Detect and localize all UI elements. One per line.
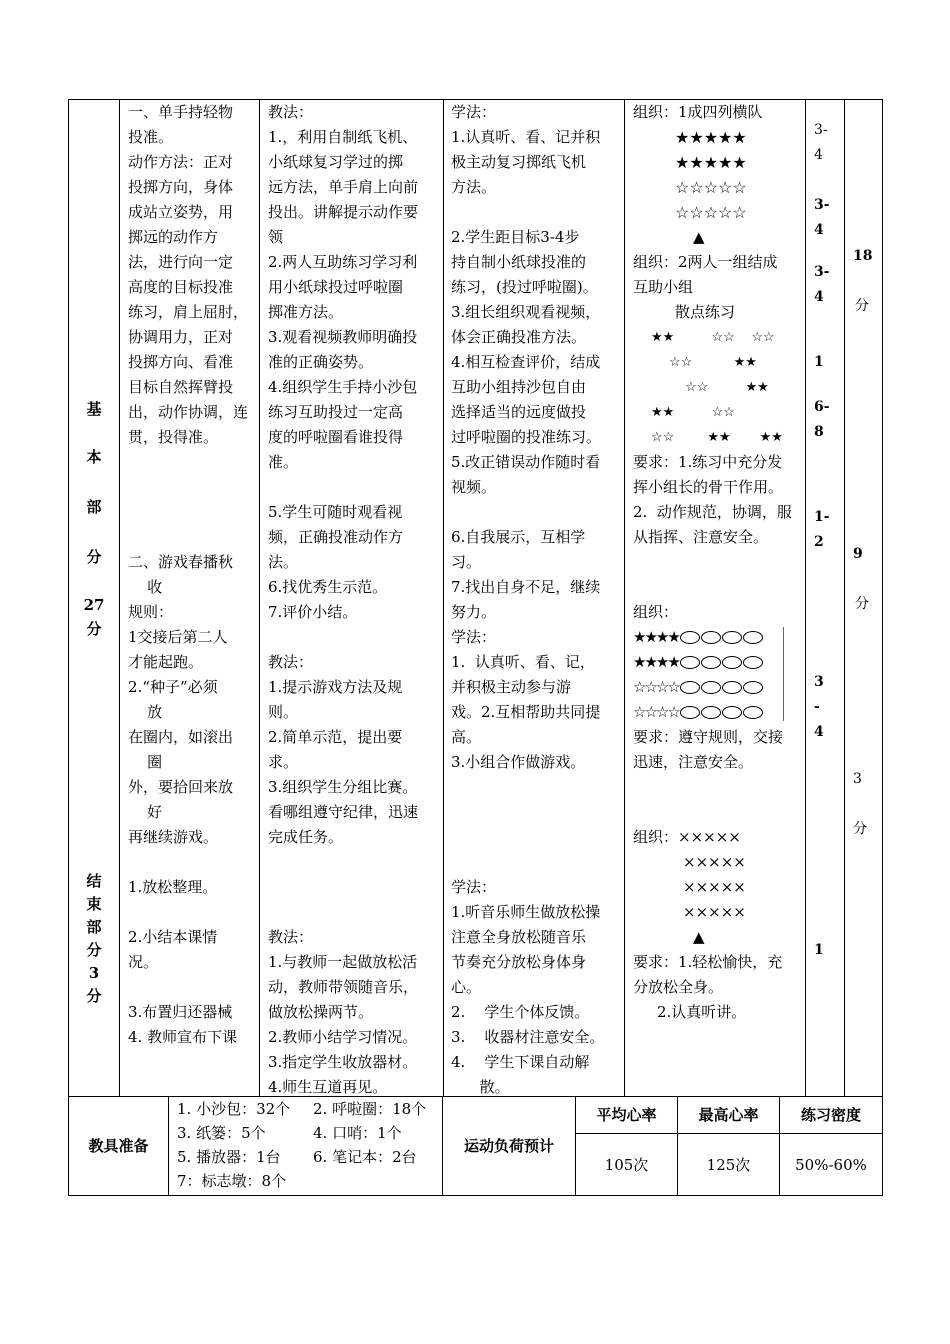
student-line bbox=[451, 200, 623, 225]
side-char: 分 bbox=[86, 941, 102, 959]
formation-row: ☆☆☆☆☆ bbox=[675, 203, 747, 222]
student-line: 体会正确投准方法。 bbox=[451, 328, 587, 346]
content-line: 练习，肩上屈肘， bbox=[128, 303, 249, 321]
teacher-line: 4.师生互道再见。 bbox=[268, 1078, 388, 1096]
student-line: 1.认真听、看、记并积 bbox=[451, 128, 601, 146]
teacher-line bbox=[268, 875, 442, 900]
hoop-chain-icon bbox=[680, 681, 763, 694]
student-line: 练习，(投过呼啦圈)。 bbox=[451, 278, 598, 296]
col-line-2 bbox=[259, 99, 260, 1096]
header-avg-hr: 平均心率 bbox=[596, 1106, 657, 1124]
count-value: 3- bbox=[814, 197, 830, 213]
scatter-row: ☆☆ ★★ ★★ bbox=[651, 430, 783, 445]
count-value: 1 bbox=[814, 942, 824, 958]
side-char: 部 bbox=[86, 918, 102, 936]
student-line: 高。 bbox=[451, 728, 482, 746]
count-value: 3- bbox=[814, 264, 830, 280]
time-value: 9 bbox=[853, 546, 863, 562]
student-line bbox=[451, 500, 623, 525]
side-char: 3 bbox=[88, 964, 100, 982]
teacher-line: 小纸球复习学过的掷 bbox=[268, 153, 404, 171]
student-line: 努力。 bbox=[451, 603, 497, 621]
student-line: 6.自我展示，互相学 bbox=[451, 528, 586, 546]
time-unit: 分 bbox=[853, 821, 867, 837]
teacher-line: 法。 bbox=[268, 553, 299, 571]
teacher-line: 教法： bbox=[268, 653, 314, 671]
org1-title: 组织：1成四列横队 bbox=[633, 103, 763, 121]
student-line: 4.相互检查评价，结成 bbox=[451, 353, 601, 371]
table-bottom-border bbox=[68, 1195, 883, 1196]
teacher-line: 动，教师带领随音乐， bbox=[268, 978, 419, 996]
count-value: - bbox=[814, 699, 820, 715]
requirement-line: 要求：遵守规则，交接 bbox=[633, 728, 784, 746]
student-line: 学法： bbox=[451, 103, 497, 121]
count-value: 8 bbox=[814, 424, 824, 440]
content-line: 收 bbox=[128, 578, 163, 596]
student-line: 节奏充分放松身体身 bbox=[451, 953, 587, 971]
teacher-line: 做放松操两节。 bbox=[268, 1003, 374, 1021]
student-line: 过呼啦圈的投准练习。 bbox=[451, 428, 602, 446]
teacher-line: 3.指定学生收放器材。 bbox=[268, 1053, 418, 1071]
student-line: 极主动复习掷纸飞机 bbox=[451, 153, 587, 171]
student-line: 并积极主动参与游 bbox=[451, 678, 572, 696]
equipment-item: 7：标志墩：8个 bbox=[177, 1172, 287, 1190]
teacher-line: 求。 bbox=[268, 753, 299, 771]
table-right-border bbox=[882, 99, 883, 1196]
time-value: 18 bbox=[853, 248, 873, 264]
formation-row: ★★★★★ bbox=[675, 153, 747, 172]
cross-row: ××××× bbox=[683, 903, 746, 921]
count-value: 6- bbox=[814, 399, 830, 415]
teacher-triangle-icon: ▲ bbox=[693, 228, 705, 246]
content-line: 投掷方向、看准 bbox=[128, 353, 234, 371]
content-line: 况。 bbox=[128, 953, 159, 971]
content-line bbox=[128, 500, 258, 525]
equipment-item: 2. 呼啦圈：18个 bbox=[313, 1100, 427, 1118]
teacher-line: 1.提示游戏方法及规 bbox=[268, 678, 403, 696]
equipment-item: 4. 口哨：1个 bbox=[313, 1124, 402, 1142]
game-row bbox=[633, 700, 763, 725]
teacher-line: 频，正确投准动作方 bbox=[268, 528, 404, 546]
student-line: 心。 bbox=[451, 978, 482, 996]
content-line: 1.放松整理。 bbox=[128, 878, 218, 896]
content-line: 放 bbox=[128, 703, 163, 721]
teacher-line: 2.两人互助练习学习利 bbox=[268, 253, 418, 271]
teacher-method-column bbox=[268, 100, 442, 1100]
hoop-chain-icon bbox=[680, 706, 763, 719]
student-line: 持自制小纸球投准的 bbox=[451, 253, 587, 271]
equipment-item: 3. 纸篓：5个 bbox=[177, 1124, 266, 1142]
side-char: 分 bbox=[86, 620, 102, 638]
student-line: 注意全身放松随音乐 bbox=[451, 928, 587, 946]
side-char: 束 bbox=[86, 895, 102, 913]
student-line: 互助小组持沙包自由 bbox=[451, 378, 587, 396]
student-line: 习。 bbox=[451, 553, 482, 571]
game-formation bbox=[633, 625, 803, 725]
count-value: 4 bbox=[814, 222, 824, 238]
side-char: 部 bbox=[86, 498, 102, 516]
content-line bbox=[128, 850, 258, 875]
content-line bbox=[128, 900, 258, 925]
content-line: 3.布置归还器械 bbox=[128, 1003, 233, 1021]
equipment-row bbox=[177, 1121, 441, 1145]
content-line: 高度的目标投准 bbox=[128, 278, 234, 296]
student-line: 3.小组合作做游戏。 bbox=[451, 753, 586, 771]
teacher-line: 7.评价小结。 bbox=[268, 603, 358, 621]
col-line-6 bbox=[844, 99, 845, 1096]
teacher-line: 练习互助投过一定高 bbox=[268, 403, 404, 421]
count-value: 3- bbox=[814, 122, 828, 138]
student-line: 学法： bbox=[451, 628, 497, 646]
game-row-symbols: ☆☆☆☆ bbox=[633, 703, 679, 721]
student-line: 7.找出自身不足，继续 bbox=[451, 578, 601, 596]
time-unit: 分 bbox=[855, 596, 869, 612]
equipment-item: 6. 笔记本：2台 bbox=[313, 1148, 417, 1166]
teacher-line: 6.找优秀生示范。 bbox=[268, 578, 388, 596]
student-line bbox=[451, 825, 623, 850]
count-value: 2 bbox=[814, 534, 824, 550]
content-line: 再继续游戏。 bbox=[128, 828, 219, 846]
content-line: 出，动作协调，连 bbox=[128, 403, 249, 421]
time-value: 3 bbox=[853, 771, 862, 787]
requirement-line: 要求：1.轻松愉快，充 bbox=[633, 953, 783, 971]
org2-line: 互助小组 bbox=[633, 278, 694, 296]
student-line: 戏。2.互相帮助共同提 bbox=[451, 703, 601, 721]
equipment-row bbox=[177, 1145, 441, 1169]
content-line: 外，要拾回来放 bbox=[128, 778, 234, 796]
value-max-hr: 125次 bbox=[706, 1156, 751, 1174]
side-char: 分 bbox=[86, 987, 102, 1005]
teacher-line: 则。 bbox=[268, 703, 299, 721]
time-unit: 分 bbox=[855, 298, 869, 314]
game-row-symbols: ☆☆☆☆ bbox=[633, 678, 679, 696]
game-row bbox=[633, 625, 763, 650]
header-density: 练习密度 bbox=[800, 1106, 861, 1124]
student-line bbox=[451, 850, 623, 875]
value-density: 50%-60% bbox=[795, 1156, 867, 1174]
student-line: 4. 学生下课自动解 bbox=[451, 1053, 590, 1071]
cross-row: ××××× bbox=[683, 853, 746, 871]
col-line-3 bbox=[443, 99, 444, 1096]
student-line: 5.改正错误动作随时看 bbox=[451, 453, 601, 471]
teacher-line bbox=[268, 900, 442, 925]
teacher-line bbox=[268, 850, 442, 875]
student-method-column bbox=[451, 100, 623, 1100]
requirement-line: 迅速，注意安全。 bbox=[633, 753, 754, 771]
side-label-basic bbox=[70, 398, 118, 642]
content-line: 1交接后第二人 bbox=[128, 628, 228, 646]
student-line: 1.听音乐师生做放松操 bbox=[451, 903, 601, 921]
org3-title: 组织： bbox=[633, 603, 679, 621]
content-line: 4. 教师宣布下课 bbox=[128, 1028, 238, 1046]
content-column bbox=[128, 100, 258, 1050]
teacher-line: 4.组织学生手持小沙包 bbox=[268, 378, 418, 396]
equipment-item: 1. 小沙包：32个 bbox=[177, 1100, 291, 1118]
side-char: 结 bbox=[86, 872, 102, 890]
content-line: 在圈内，如滚出 bbox=[128, 728, 234, 746]
side-label-end bbox=[70, 870, 118, 1008]
content-line bbox=[128, 525, 258, 550]
teacher-line: 2.简单示范，提出要 bbox=[268, 728, 403, 746]
student-line: 学法： bbox=[451, 878, 497, 896]
load-label: 运动负荷预计 bbox=[463, 1137, 554, 1155]
count-value: 3 bbox=[814, 674, 824, 690]
content-line: 2.“种子”必须 bbox=[128, 678, 218, 696]
equipment-list bbox=[177, 1097, 441, 1193]
content-line: 才能起跑。 bbox=[128, 653, 204, 671]
side-char: 本 bbox=[86, 448, 102, 466]
teacher-line: 掷准方法。 bbox=[268, 303, 344, 321]
teacher-line: 5.学生可随时观看视 bbox=[268, 503, 403, 521]
org2-line: 散点练习 bbox=[675, 303, 736, 321]
scatter-row: ★★ ☆☆ ☆☆ bbox=[651, 330, 775, 345]
equipment-label: 教具准备 bbox=[88, 1137, 149, 1155]
cross-row: ××××× bbox=[683, 878, 746, 896]
footer-row-line bbox=[575, 1133, 883, 1134]
teacher-line: 度的呼啦圈看谁投得 bbox=[268, 428, 404, 446]
teacher-line bbox=[268, 475, 442, 500]
teacher-line: 3.观看视频教师明确投 bbox=[268, 328, 418, 346]
equipment-item: 5. 播放器：1台 bbox=[177, 1148, 281, 1166]
header-max-hr: 最高心率 bbox=[698, 1106, 759, 1124]
teacher-line: 1.，利用自制纸飞机、 bbox=[268, 128, 418, 146]
teacher-line bbox=[268, 625, 442, 650]
content-line: 投准。 bbox=[128, 128, 174, 146]
teacher-line: 3.组织学生分组比赛。 bbox=[268, 778, 418, 796]
game-row-symbols: ★★★★ bbox=[633, 653, 679, 671]
requirement-line: 从指挥、注意安全。 bbox=[633, 528, 769, 546]
content-line: 投掷方向，身体 bbox=[128, 178, 234, 196]
hoop-chain-icon bbox=[680, 656, 763, 669]
requirement-line: 2. 动作规范，协调，服 bbox=[633, 503, 792, 521]
student-line: 选择适当的远度做投 bbox=[451, 403, 587, 421]
value-avg-hr: 105次 bbox=[604, 1156, 649, 1174]
student-line: 1. 认真听、看、记， bbox=[451, 653, 595, 671]
formation-row: ☆☆☆☆☆ bbox=[675, 178, 747, 197]
student-line: 2. 学生个体反馈。 bbox=[451, 1003, 590, 1021]
equipment-row bbox=[177, 1169, 441, 1193]
side-char: 基 bbox=[86, 400, 102, 418]
content-line: 规则： bbox=[128, 603, 174, 621]
scatter-row: ☆☆ ★★ bbox=[669, 355, 757, 370]
teacher-line: 准。 bbox=[268, 453, 299, 471]
side-char: 27 bbox=[83, 596, 105, 614]
teacher-line: 教法： bbox=[268, 928, 314, 946]
count-column bbox=[814, 118, 842, 963]
teacher-line: 完成任务。 bbox=[268, 828, 344, 846]
teacher-line: 看哪组遵守纪律，迅速 bbox=[268, 803, 419, 821]
scatter-row: ☆☆ ★★ bbox=[685, 380, 769, 395]
content-line: 2.小结本课情 bbox=[128, 928, 218, 946]
student-line bbox=[451, 775, 623, 800]
col-line-4 bbox=[624, 99, 625, 1096]
student-line: 视频。 bbox=[451, 478, 497, 496]
col-line-1 bbox=[119, 99, 120, 1096]
requirement-line: 2.认真听讲。 bbox=[657, 1003, 747, 1021]
game-row-symbols: ★★★★ bbox=[633, 628, 679, 646]
content-line: 目标自然挥臂投 bbox=[128, 378, 234, 396]
equipment-row bbox=[177, 1097, 441, 1121]
teacher-line: 教法： bbox=[268, 103, 314, 121]
count-value: 4 bbox=[814, 724, 824, 740]
organization-column bbox=[633, 100, 803, 1025]
teacher-line: 投出。讲解提示动作要 bbox=[268, 203, 419, 221]
count-value: 1- bbox=[814, 509, 830, 525]
student-line: 方法。 bbox=[451, 178, 497, 196]
student-line: 3.组长组织观看视频， bbox=[451, 303, 601, 321]
count-value: 1 bbox=[814, 354, 824, 370]
scatter-row: ★★ ☆☆ bbox=[651, 405, 735, 420]
time-column bbox=[853, 244, 881, 842]
teacher-line: 领 bbox=[268, 228, 284, 246]
teacher-line: 1.与教师一起做放松活 bbox=[268, 953, 418, 971]
content-line bbox=[128, 475, 258, 500]
student-line: 2.学生距目标3-4步 bbox=[451, 228, 580, 246]
content-line: 一、单手持轻物 bbox=[128, 103, 234, 121]
content-line: 成站立姿势，用 bbox=[128, 203, 234, 221]
org4-title: 组织：××××× bbox=[633, 828, 741, 846]
count-value: 4 bbox=[814, 147, 823, 163]
content-line bbox=[128, 975, 258, 1000]
org2-title: 组织：2两人一组结成 bbox=[633, 253, 778, 271]
student-line: 3. 收器材注意安全。 bbox=[451, 1028, 605, 1046]
content-line: 圈 bbox=[128, 753, 163, 771]
content-line: 法，进行向一定 bbox=[128, 253, 234, 271]
content-line: 掷远的动作方 bbox=[128, 228, 219, 246]
hoop-chain-icon bbox=[680, 631, 763, 644]
game-row bbox=[633, 650, 763, 675]
content-line: 贯，投得准。 bbox=[128, 428, 219, 446]
teacher-line: 用小纸球投过呼啦圈 bbox=[268, 278, 404, 296]
teacher-triangle-icon: ▲ bbox=[693, 928, 705, 946]
teacher-line: 远方法，单手肩上向前 bbox=[268, 178, 419, 196]
student-line: 散。 bbox=[451, 1078, 510, 1096]
footer-col-1 bbox=[168, 1096, 169, 1196]
requirement-line: 要求：1.练习中充分发 bbox=[633, 453, 783, 471]
content-line: 好 bbox=[128, 803, 163, 821]
requirement-line: 挥小组长的骨干作用。 bbox=[633, 478, 784, 496]
table-left-border bbox=[68, 99, 69, 1196]
side-char: 分 bbox=[86, 548, 102, 566]
teacher-line: 准的正确姿势。 bbox=[268, 353, 374, 371]
count-value: 4 bbox=[814, 289, 824, 305]
content-line: 二、游戏春播秋 bbox=[128, 553, 234, 571]
content-line bbox=[128, 450, 258, 475]
col-line-5 bbox=[805, 99, 806, 1096]
content-line: 动作方法：正对 bbox=[128, 153, 234, 171]
teacher-line: 2.教师小结学习情况。 bbox=[268, 1028, 418, 1046]
formation-row: ★★★★★ bbox=[675, 128, 747, 147]
finish-line-icon bbox=[783, 627, 784, 721]
requirement-line: 分放松全身。 bbox=[633, 978, 724, 996]
content-line: 协调用力，正对 bbox=[128, 328, 234, 346]
student-line bbox=[451, 800, 623, 825]
game-row bbox=[633, 675, 763, 700]
